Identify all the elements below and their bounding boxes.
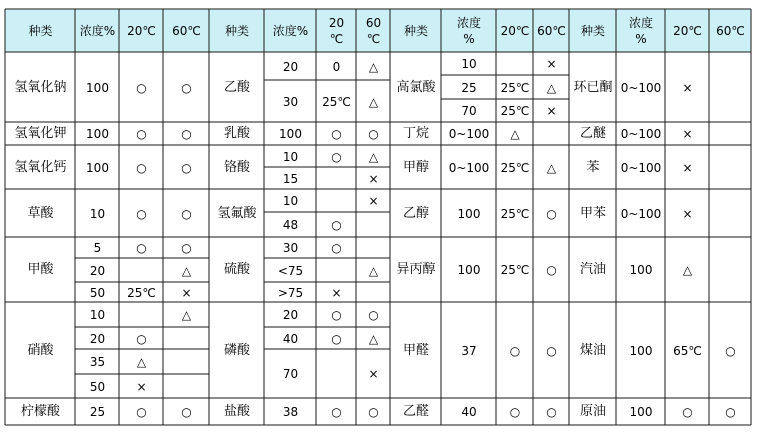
- t20-1-5-1: [120, 259, 163, 282]
- conc-2-2: 100: [279, 127, 302, 141]
- t60-2-4-0: ×: [368, 194, 379, 208]
- t20-2-4-0: [317, 190, 356, 212]
- t20-2-7: ○: [331, 405, 342, 419]
- t60-4-4: [710, 190, 751, 237]
- conc-2-1-0: 20: [282, 59, 299, 74]
- t60-2-5-1: △: [368, 263, 379, 278]
- t60-1-1: ○: [181, 80, 192, 95]
- t20-1-4: ○: [136, 206, 147, 221]
- conc-3-7: 40: [461, 405, 477, 419]
- t20-3-1-1: 25℃: [500, 80, 530, 95]
- conc-3-1-2: 70: [461, 104, 477, 118]
- chem-name-2-1: 乙酸: [223, 79, 250, 95]
- chem-name-4-3: 苯: [586, 159, 600, 175]
- conc-4-2: 0~100: [620, 127, 662, 141]
- t60-4-1: [710, 53, 751, 122]
- conc-4-3: 0~100: [620, 160, 662, 175]
- t20-4-5: △: [682, 263, 693, 277]
- t20-3-2: △: [510, 127, 520, 141]
- chem-name-1-3: 氢氧化钙: [14, 159, 67, 175]
- conc-3-1-0: 10: [461, 57, 477, 71]
- conc-2-5-1: <75: [277, 263, 304, 278]
- conc-3-1-1: 25: [461, 80, 477, 95]
- t20-1-5-2: 25℃: [127, 285, 156, 300]
- conc-3-6: 37: [461, 343, 477, 358]
- t60-2-1-1: △: [368, 94, 379, 109]
- t60-1-3: ○: [181, 160, 192, 175]
- header-20c-3: 20℃: [500, 24, 530, 38]
- conc-1-5-0: 5: [93, 241, 102, 255]
- conc-4-5: 100: [629, 263, 653, 277]
- header-conc-1: 浓度%: [79, 24, 116, 38]
- t20-3-1-2: 25℃: [500, 104, 530, 118]
- conc-2-5-0: 30: [282, 241, 299, 255]
- chem-name-1-7: 柠檬酸: [20, 404, 60, 419]
- chem-name-3-6: 甲醛: [402, 342, 429, 358]
- header-60c-1: 60℃: [172, 24, 201, 38]
- chem-name-2-4: 氢氟酸: [217, 205, 257, 221]
- chem-name-2-5: 硫酸: [223, 262, 250, 277]
- header-60c-3: 60℃: [537, 24, 566, 38]
- t60-3-1-0: ×: [546, 57, 557, 71]
- header-conc-2: 浓度%: [272, 24, 309, 38]
- t20-2-3-0: ○: [331, 149, 342, 164]
- t60-2-6-1: △: [368, 331, 379, 346]
- header-20c-2: 20 ℃: [328, 16, 345, 46]
- conc-1-5-1: 20: [89, 263, 106, 278]
- conc-1-7: 25: [89, 405, 106, 419]
- chem-name-1-2: 氢氧化钾: [14, 126, 67, 141]
- conc-1-6-2: 35: [89, 355, 106, 369]
- t60-1-6-1: [164, 328, 209, 349]
- t20-1-6-2: △: [136, 355, 147, 369]
- t20-2-6-2: [317, 350, 356, 398]
- t60-2-6-2: ×: [368, 367, 379, 381]
- conc-3-3: 0~100: [448, 160, 490, 175]
- t60-4-3: [710, 146, 751, 189]
- t20-2-5-2: ×: [331, 285, 342, 300]
- conc-4-6: 100: [629, 343, 653, 358]
- t60-3-1-2: ×: [546, 104, 557, 118]
- chem-name-3-2: 丁烷: [402, 126, 429, 141]
- conc-4-7: 100: [629, 405, 653, 419]
- t60-3-3: △: [546, 160, 557, 175]
- conc-3-2: 0~100: [448, 127, 490, 141]
- t20-1-7: ○: [136, 405, 147, 419]
- chem-name-1-4: 草酸: [27, 205, 54, 221]
- t60-4-6: ○: [725, 343, 736, 358]
- conc-4-4: 0~100: [620, 206, 662, 221]
- conc-2-7: 38: [282, 405, 299, 419]
- conc-2-5-2: >75: [277, 285, 304, 300]
- conc-2-6-1: 40: [282, 331, 299, 346]
- t60-3-6: ○: [546, 343, 557, 358]
- t20-2-1-1: 25℃: [322, 94, 351, 109]
- t20-1-6-0: [120, 303, 163, 327]
- t60-2-7: ○: [368, 405, 379, 419]
- t60-1-2: ○: [181, 127, 192, 141]
- header-20c-1: 20℃: [127, 24, 156, 38]
- chem-name-3-4: 乙醇: [402, 205, 429, 221]
- t20-4-4: ×: [682, 206, 693, 221]
- t60-1-7: ○: [181, 405, 192, 419]
- header-60c-4: 60℃: [716, 24, 745, 38]
- header-kind-1: 种类: [28, 24, 53, 38]
- header-conc-3: 浓度 %: [456, 16, 481, 46]
- chem-name-4-6: 煤油: [579, 342, 606, 358]
- header-20c-4: 20℃: [673, 24, 702, 38]
- t20-1-2: ○: [136, 127, 147, 141]
- conc-2-6-0: 20: [282, 308, 299, 322]
- t20-2-1-0: 0: [332, 59, 341, 74]
- chem-name-4-2: 乙醚: [579, 126, 606, 141]
- chem-name-1-5: 甲酸: [27, 262, 54, 277]
- conc-2-4-0: 10: [282, 194, 299, 208]
- conc-1-5-2: 50: [89, 285, 106, 300]
- conc-1-6-0: 10: [89, 308, 106, 322]
- t60-2-4-1: [357, 213, 390, 237]
- t20-1-6-3: ×: [136, 379, 147, 394]
- chem-name-3-7: 乙醛: [402, 404, 429, 419]
- t20-2-2: ○: [331, 127, 342, 141]
- chem-name-4-1: 环已酮: [573, 79, 613, 95]
- conc-1-4: 10: [89, 206, 106, 221]
- chem-name-1-6: 硝酸: [27, 342, 54, 358]
- t20-3-7: ○: [509, 405, 521, 419]
- t60-2-5-0: [357, 238, 390, 258]
- chem-name-2-3: 铬酸: [223, 159, 250, 175]
- t60-1-5-0: ○: [181, 241, 192, 255]
- conc-1-3: 100: [86, 160, 109, 175]
- conc-1-6-3: 50: [89, 379, 106, 394]
- t20-3-4: 25℃: [500, 206, 530, 221]
- chem-name-3-1: 高氯酸: [396, 79, 436, 95]
- t20-2-5-0: ○: [331, 241, 342, 255]
- t60-2-3-1: ×: [368, 171, 379, 186]
- header-60c-2: 60 ℃: [365, 16, 382, 46]
- t60-3-5: ○: [546, 263, 557, 277]
- conc-2-3-1: 15: [282, 171, 299, 186]
- conc-2-6-2: 70: [282, 367, 299, 381]
- chem-name-2-7: 盐酸: [223, 404, 250, 419]
- t60-2-2: ○: [368, 127, 379, 141]
- conc-3-5: 100: [457, 263, 481, 277]
- t60-3-1-1: △: [546, 80, 557, 95]
- t60-1-6-3: [164, 375, 209, 398]
- conc-1-2: 100: [86, 127, 109, 141]
- conc-2-1-1: 30: [282, 94, 299, 109]
- t20-4-6: 65℃: [673, 343, 702, 358]
- chem-name-3-3: 甲醇: [402, 159, 429, 175]
- t60-2-1-0: △: [368, 59, 379, 74]
- t60-3-2: [534, 123, 569, 145]
- t20-3-1-0: [497, 53, 533, 75]
- t20-2-4-1: ○: [331, 218, 342, 232]
- t60-1-6-2: [164, 350, 209, 374]
- chem-name-4-5: 汽油: [579, 262, 606, 277]
- t60-1-6-0: △: [181, 308, 192, 322]
- t20-1-3: ○: [136, 160, 147, 175]
- conc-3-4: 100: [457, 206, 481, 221]
- t20-3-5: 25℃: [500, 263, 530, 277]
- t60-1-4: ○: [181, 206, 192, 221]
- conc-2-4-1: 48: [282, 218, 299, 232]
- t20-4-2: ×: [682, 127, 693, 141]
- chem-name-3-5: 异丙醇: [396, 262, 436, 277]
- chem-name-1-1: 氢氧化钠: [14, 79, 67, 95]
- t60-1-5-1: △: [181, 263, 192, 278]
- t20-1-1: ○: [136, 80, 147, 95]
- chem-name-2-6: 磷酸: [223, 342, 250, 358]
- t60-2-5-2: [357, 283, 390, 302]
- t20-2-3-1: [317, 168, 356, 189]
- t20-3-3: 25℃: [500, 160, 530, 175]
- chem-name-4-4: 甲苯: [579, 205, 606, 221]
- t20-1-5-0: ○: [136, 241, 147, 255]
- t20-2-6-0: ○: [331, 308, 342, 322]
- t60-4-7: ○: [725, 405, 736, 419]
- header-kind-2: 种类: [224, 24, 249, 38]
- header-kind-3: 种类: [403, 24, 428, 38]
- chem-name-4-7: 原油: [579, 404, 606, 419]
- t20-4-3: ×: [682, 160, 693, 175]
- t20-4-1: ×: [682, 80, 693, 95]
- t20-1-6-1: ○: [136, 331, 147, 346]
- t60-2-6-0: ○: [368, 308, 379, 322]
- t20-3-6: ○: [509, 343, 521, 358]
- t60-1-5-2: ×: [181, 285, 192, 300]
- t20-2-6-1: ○: [331, 331, 342, 346]
- header-kind-4: 种类: [580, 24, 605, 38]
- header-conc-4: 浓度 %: [628, 16, 653, 46]
- conc-1-6-1: 20: [89, 331, 106, 346]
- t60-4-5: [710, 238, 751, 302]
- t60-3-4: ○: [546, 206, 557, 221]
- conc-1-1: 100: [86, 80, 109, 95]
- t20-4-7: ○: [682, 405, 693, 419]
- t20-2-5-1: [317, 259, 356, 282]
- t60-2-3-0: △: [368, 149, 379, 164]
- chem-name-2-2: 乳酸: [223, 126, 250, 141]
- conc-2-3-0: 10: [282, 149, 299, 164]
- conc-4-1: 0~100: [620, 80, 662, 95]
- t60-3-7: ○: [546, 405, 557, 419]
- t60-4-2: [710, 123, 751, 145]
